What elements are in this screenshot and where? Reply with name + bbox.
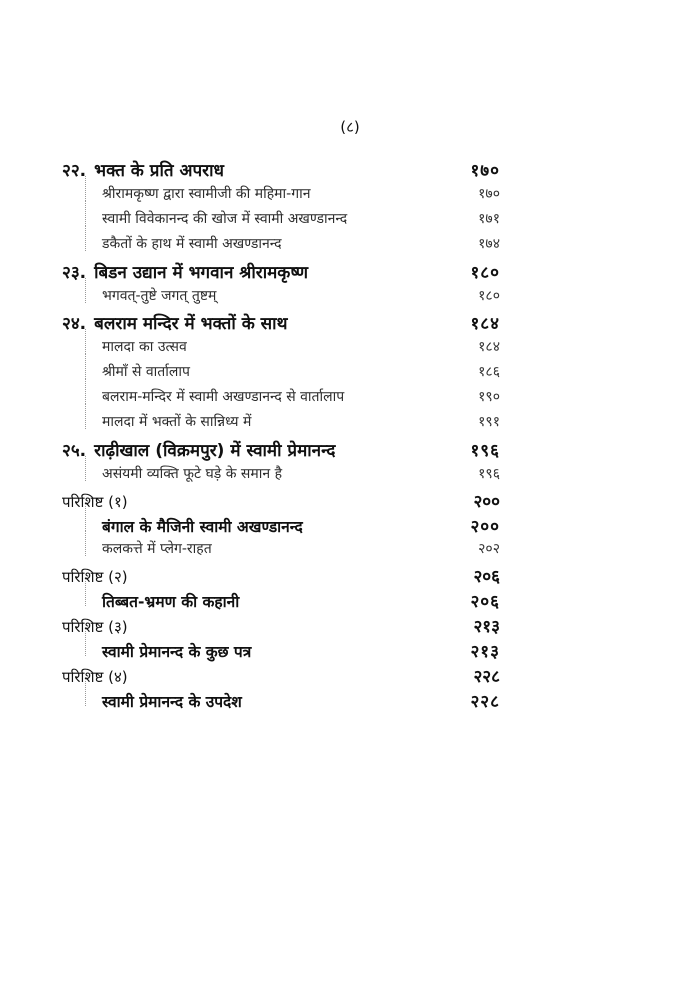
toc-entry-sub-bold [62, 514, 500, 539]
toc-entry-title [102, 286, 216, 305]
indent-guide [85, 404, 87, 429]
page-reference: २०० [473, 491, 500, 512]
entry-title-text: डकैतों के हाथ में स्वामी अखण्डानन्द [102, 236, 282, 253]
entry-title-text: परिशिष्ट (२) [62, 568, 128, 587]
indent-guide [85, 354, 87, 379]
entry-title-text: बलराम-मन्दिर में स्वामी अखण्डानन्द से वार्तालाप [102, 389, 345, 406]
toc-entry-sub-bold [62, 689, 500, 714]
toc-entry-sub [62, 362, 500, 387]
toc-entry-appendix [62, 489, 500, 514]
toc-entry-appendix [62, 564, 500, 589]
page-reference: १८६ [478, 363, 500, 380]
toc-entry-sub [62, 412, 500, 437]
entry-title-text: भगवत्-तुष्टे जगत् तुष्टम् [102, 287, 217, 304]
toc-entry-title [102, 412, 251, 431]
page-reference: २०६ [470, 592, 500, 613]
toc-entry-title [102, 464, 282, 483]
entry-title-text: परिशिष्ट (४) [62, 668, 128, 687]
indent-guide [85, 201, 87, 226]
indent-guide [85, 329, 87, 354]
entry-title-text: कलकत्ते में प्लेग-राहत [102, 540, 212, 557]
entry-title-text: बलराम मन्दिर में भक्तों के साथ [94, 313, 288, 334]
entry-title-text: बिडन उद्यान में भगवान श्रीरामकृष्ण [94, 262, 309, 283]
toc-entry-title [102, 337, 187, 356]
toc-entry-title [62, 260, 308, 283]
toc-entry-title [102, 234, 282, 253]
toc-entry-chapter [62, 260, 500, 286]
toc-entry-title [102, 515, 303, 537]
page-reference: २०२ [478, 540, 500, 557]
indent-guide [85, 379, 87, 404]
page-reference: १७१ [478, 211, 500, 228]
page-reference: २०६ [473, 567, 500, 588]
toc-entry-title [102, 184, 310, 203]
chapter-number: २२. [62, 161, 87, 181]
page-reference: २२८ [473, 667, 500, 688]
page-reference: १९६ [478, 465, 500, 482]
page-reference: १८४ [470, 313, 500, 334]
page-reference: १९१ [478, 414, 500, 431]
page-reference: १७० [470, 161, 500, 181]
entry-title-text: परिशिष्ट (१) [62, 492, 128, 511]
indent-guide [85, 176, 87, 201]
page-reference: १७४ [478, 236, 500, 253]
toc-entry-sub [62, 184, 500, 209]
chapter-number: २५. [62, 440, 87, 461]
toc-entry-sub [62, 387, 500, 412]
entry-title-text: स्वामी विवेकानन्द की खोज में स्वामी अखण्डानन्द [102, 211, 348, 228]
toc-entry-sub [62, 209, 500, 234]
toc-entry-appendix [62, 614, 500, 639]
indent-guide [85, 681, 87, 706]
toc-entry-chapter [62, 311, 500, 337]
entry-title-text: परिशिष्ट (३) [62, 618, 128, 637]
entry-title-text: मालदा में भक्तों के सान्निध्य में [102, 414, 252, 431]
indent-guide [85, 456, 87, 481]
entry-title-text: श्रीमाँ से वार्तालाप [102, 363, 190, 380]
indent-guide [85, 278, 87, 303]
entry-title-text: श्रीरामकृष्ण द्वारा स्वामीजी की महिमा-गान [102, 186, 311, 202]
entry-title-text: तिब्बत-भ्रमण की कहानी [102, 593, 240, 612]
toc-entry-chapter [62, 438, 500, 464]
page-reference: २१३ [470, 642, 500, 663]
toc-entry-title [62, 492, 128, 512]
indent-guide [85, 531, 87, 556]
toc-entry-sub [62, 464, 500, 489]
entry-title-text: मालदा का उत्सव [102, 338, 187, 355]
toc-entry-sub [62, 337, 500, 362]
page-reference: १८४ [478, 338, 500, 355]
page-reference: १९० [478, 389, 500, 406]
chapter-number: २४. [62, 313, 87, 334]
indent-guide [85, 226, 87, 251]
toc-entry-title [62, 567, 128, 587]
table-of-contents [62, 158, 500, 715]
entry-title-text: स्वामी प्रेमानन्द के कुछ पत्र [102, 643, 252, 662]
entry-title-text: भक्त के प्रति अपराध [94, 161, 224, 181]
entry-title-text: बंगाल के मैजिनी स्वामी अखण्डानन्द [102, 517, 303, 536]
entry-title-text: असंयमी व्यक्ति फूटे घड़े के समान है [102, 465, 283, 482]
toc-entry-title [62, 311, 287, 334]
toc-entry-title [102, 539, 212, 558]
toc-entry-title [102, 387, 344, 406]
toc-entry-title [102, 362, 190, 381]
toc-entry-sub [62, 539, 500, 564]
page-reference: १८० [470, 262, 500, 283]
toc-entry-title [62, 438, 335, 461]
page-reference: १८० [478, 287, 500, 304]
toc-entry-title [62, 617, 128, 637]
entry-title-text: स्वामी प्रेमानन्द के उपदेश [102, 693, 242, 712]
page-reference: २२८ [470, 692, 500, 713]
toc-entry-sub-bold [62, 589, 500, 614]
toc-entry-title [102, 640, 251, 662]
toc-entry-title [102, 690, 242, 712]
indent-guide [85, 631, 87, 656]
toc-entry-chapter [62, 158, 500, 184]
page-reference: १७० [478, 186, 500, 202]
toc-entry-sub-bold [62, 639, 500, 664]
toc-entry-title [62, 667, 128, 687]
page-number: (८) [340, 118, 360, 136]
indent-guide [85, 581, 87, 606]
toc-entry-sub [62, 286, 500, 311]
chapter-number: २३. [62, 262, 87, 283]
toc-entry-title [102, 590, 239, 612]
toc-entry-sub [62, 234, 500, 259]
indent-guide [85, 506, 87, 531]
page-reference: २०० [470, 516, 500, 537]
toc-entry-appendix [62, 664, 500, 689]
toc-entry-title [102, 209, 347, 228]
entry-title-text: राढ़ीखाल (विक्रमपुर) में स्वामी प्रेमानन्द [94, 440, 336, 461]
page-reference: २१३ [473, 617, 500, 638]
page-reference: १९६ [470, 440, 500, 461]
